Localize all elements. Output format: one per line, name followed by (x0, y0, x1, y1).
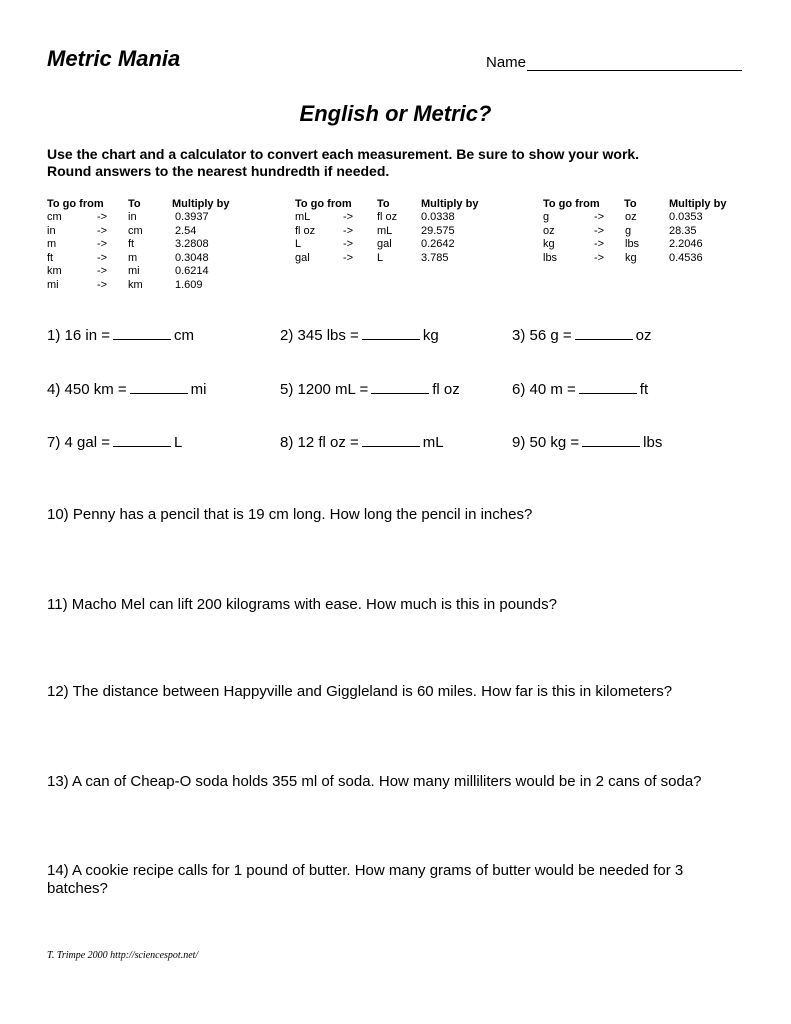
footer-credit: T. Trimpe 2000 http://sciencespot.net/ (47, 950, 199, 961)
conversion-question (47, 434, 182, 451)
answer-blank (575, 327, 633, 340)
table-header-to: To (128, 198, 141, 210)
answer-blank (371, 381, 429, 394)
answer-unit: mi (190, 381, 207, 398)
table-cell-from: lbs (543, 251, 558, 264)
table-cell-from: oz (543, 224, 555, 237)
table-cell-to: kg (625, 251, 637, 264)
table-cell-arrow: -> (97, 279, 108, 291)
table-cell-factor: 0.0338 (421, 211, 455, 223)
table-cell-factor: 0.6214 (175, 265, 209, 278)
table-cell-arrow: -> (97, 251, 108, 264)
table-cell-to: oz (625, 211, 637, 223)
table-cell-from: in (47, 224, 56, 237)
question-prompt: 3) 56 g = (512, 327, 572, 344)
table-cell-from: L (295, 238, 302, 251)
table-header-to: To (624, 198, 637, 210)
answer-unit: fl oz (432, 381, 460, 398)
answer-unit: lbs (643, 434, 663, 451)
word-problem: 11) Macho Mel can lift 200 kilograms with ease. How much is this in pounds? (47, 596, 557, 613)
answer-unit: cm (173, 327, 194, 344)
question-prompt: 8) 12 fl oz = (280, 434, 359, 451)
answer-blank (113, 434, 171, 447)
conversion-question (512, 381, 648, 398)
table-cell-arrow: -> (97, 224, 108, 237)
question-prompt: 1) 16 in = (47, 327, 110, 344)
question-prompt: 2) 345 lbs = (280, 327, 359, 344)
conversion-question (47, 381, 206, 398)
table-cell-factor: 29.575 (421, 224, 455, 237)
table-cell-factor: 0.0353 (669, 211, 703, 223)
table-cell-to: mL (377, 224, 393, 237)
table-cell-from: km (47, 265, 62, 278)
table-cell-factor: 2.2046 (669, 238, 703, 251)
table-cell-factor: 0.2642 (421, 238, 455, 251)
table-cell-to: mi (128, 265, 140, 278)
table-cell-from: kg (543, 238, 555, 251)
word-problem: 12) The distance between Happyville and Giggleland is 60 miles. How far is this in kilometers? (47, 683, 673, 700)
table-cell-from: mL (295, 211, 311, 223)
instructions-line-2: Round answers to the nearest hundredth if needed. (47, 163, 390, 179)
table-cell-arrow: -> (97, 238, 108, 251)
table-cell-from: ft (47, 251, 54, 264)
table-cell-to: lbs (625, 238, 640, 251)
word-problem: 14) A cookie recipe calls for 1 pound of butter. How many grams of butter would be needed for 3 (47, 862, 684, 879)
table-cell-arrow: -> (343, 238, 354, 251)
conversion-question (512, 327, 651, 344)
answer-blank (130, 381, 188, 394)
answer-blank (579, 381, 637, 394)
table-header-to: To (377, 198, 390, 210)
table-cell-factor: 3.2808 (175, 238, 209, 251)
table-header-multiply-by: Multiply by (421, 198, 479, 210)
name-label: Name (486, 54, 527, 71)
table-cell-arrow: -> (343, 224, 354, 237)
answer-unit: L (173, 434, 183, 451)
table-header-multiply-by: Multiply by (172, 198, 230, 210)
table-cell-factor: 28.35 (669, 224, 697, 237)
table-cell-arrow: -> (594, 224, 605, 237)
table-cell-from: fl oz (295, 224, 316, 237)
table-cell-to: gal (377, 238, 392, 251)
conversion-question (280, 327, 439, 344)
table-cell-arrow: -> (594, 211, 605, 223)
table-cell-arrow: -> (343, 251, 354, 264)
table-cell-factor: 0.3937 (175, 211, 209, 223)
table-cell-factor: 1.609 (175, 279, 203, 291)
conversion-question (280, 381, 460, 398)
answer-unit: mL (422, 434, 444, 451)
table-header-from: To go from (47, 198, 104, 210)
table-cell-from: mi (47, 279, 59, 291)
table-cell-factor: 0.4536 (669, 251, 703, 264)
table-cell-to: ft (128, 238, 135, 251)
table-cell-to: g (625, 224, 632, 237)
question-prompt: 6) 40 m = (512, 381, 576, 398)
worksheet-subtitle: English or Metric? (299, 101, 492, 126)
table-cell-to: m (128, 251, 138, 264)
table-cell-from: gal (295, 251, 310, 264)
table-cell-to: in (128, 211, 137, 223)
table-cell-to: fl oz (377, 211, 398, 223)
table-header-from: To go from (543, 198, 600, 210)
table-header-multiply-by: Multiply by (669, 198, 727, 210)
name-blank-line (527, 70, 742, 71)
answer-blank (362, 327, 420, 340)
table-cell-factor: 2.54 (175, 224, 197, 237)
table-cell-arrow: -> (97, 265, 108, 278)
table-cell-factor: 3.785 (421, 251, 449, 264)
question-prompt: 7) 4 gal = (47, 434, 110, 451)
answer-unit: ft (639, 381, 649, 398)
question-prompt: 5) 1200 mL = (280, 381, 369, 398)
answer-blank (582, 434, 640, 447)
conversion-question (512, 434, 662, 451)
answer-unit: oz (635, 327, 652, 344)
conversion-question (47, 327, 194, 344)
table-cell-arrow: -> (343, 211, 354, 223)
word-problem: 10) Penny has a pencil that is 19 cm long. How long the pencil in inches? (47, 506, 533, 523)
answer-unit: kg (422, 327, 439, 344)
table-cell-factor: 0.3048 (175, 251, 209, 264)
table-cell-from: g (543, 211, 550, 223)
answer-blank (113, 327, 171, 340)
instructions-line-1: Use the chart and a calculator to convert each measurement. Be sure to show your work. (47, 146, 640, 162)
table-cell-to: L (377, 251, 384, 264)
question-prompt: 4) 450 km = (47, 381, 127, 398)
word-problem: batches? (47, 880, 108, 897)
word-problem: 13) A can of Cheap-O soda holds 355 ml of soda. How many milliliters would be in 2 cans of soda? (47, 773, 702, 790)
table-header-from: To go from (295, 198, 352, 210)
answer-blank (362, 434, 420, 447)
table-cell-arrow: -> (594, 251, 605, 264)
table-cell-from: cm (47, 211, 62, 223)
table-cell-to: km (128, 279, 143, 291)
conversion-question (280, 434, 444, 451)
table-cell-to: cm (128, 224, 143, 237)
question-prompt: 9) 50 kg = (512, 434, 580, 451)
table-cell-arrow: -> (594, 238, 605, 251)
worksheet-title: Metric Mania (47, 46, 181, 71)
table-cell-from: m (47, 238, 57, 251)
table-cell-arrow: -> (97, 211, 108, 223)
